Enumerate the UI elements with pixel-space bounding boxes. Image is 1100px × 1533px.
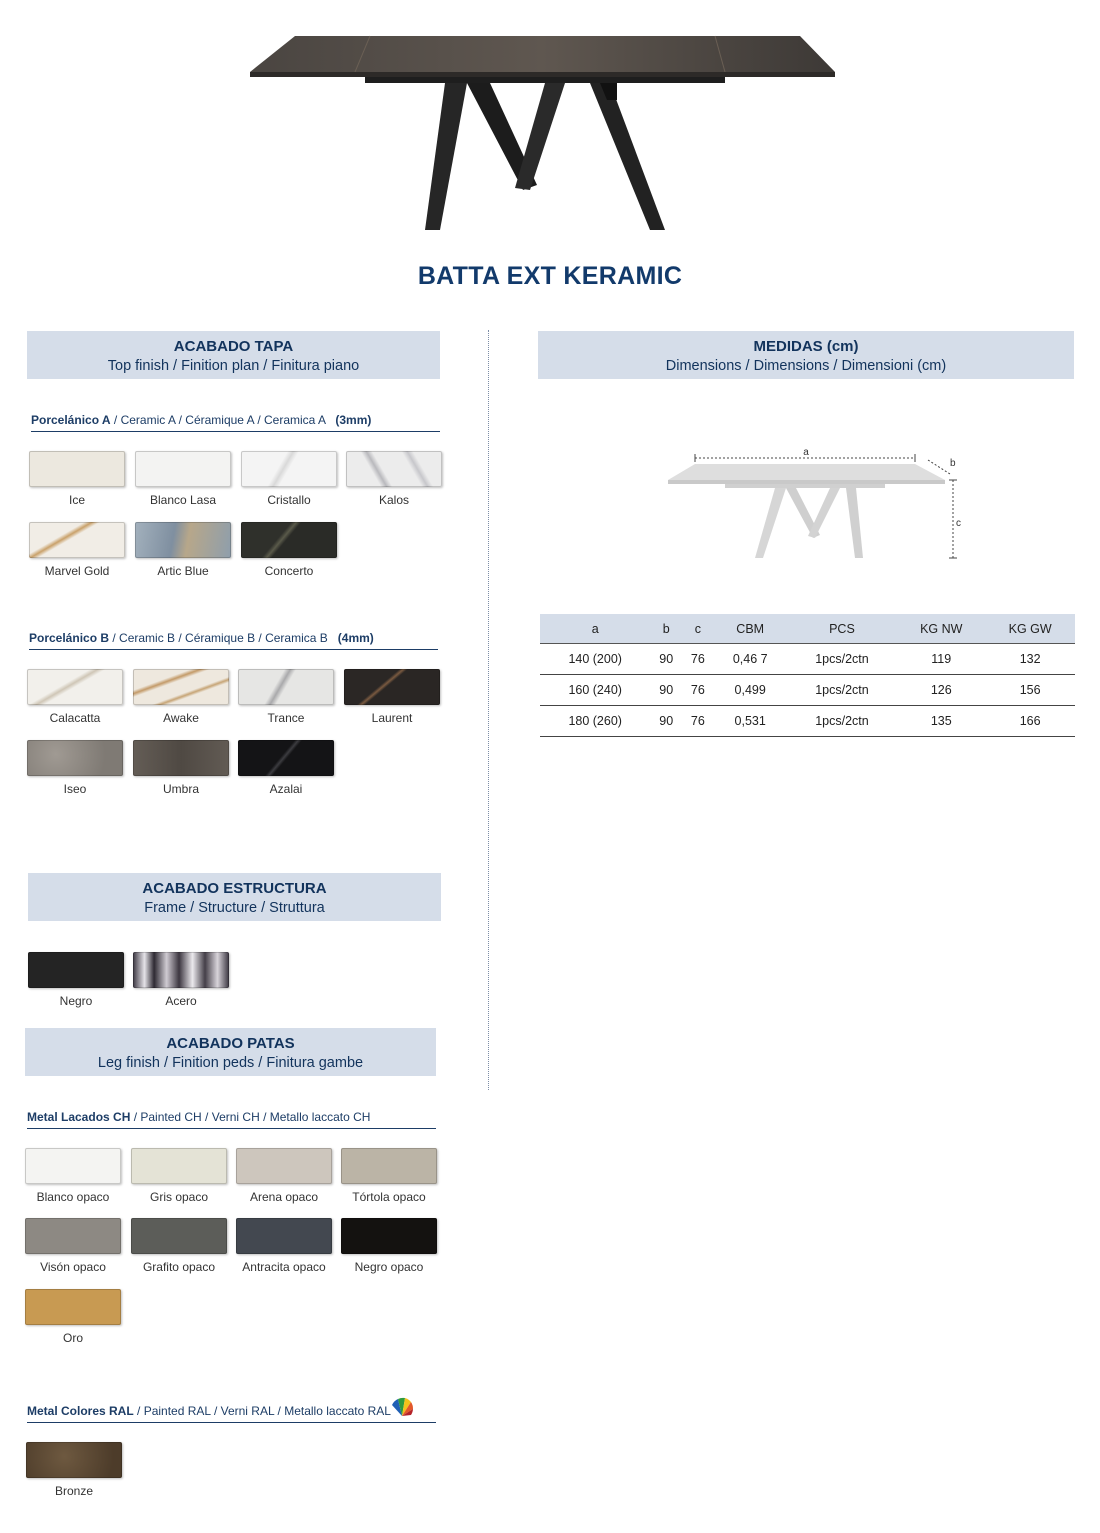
swatch-kalos — [346, 451, 442, 487]
leg-finish-header — [25, 1028, 436, 1076]
dimensions-header — [538, 331, 1074, 379]
table-cell: 90 — [650, 644, 682, 675]
table-header: CBM — [714, 614, 787, 644]
swatch-label: Gris opaco — [149, 1190, 209, 1204]
table-header: PCS — [787, 614, 897, 644]
leg-finish-heading: ACABADO PATAS — [166, 1035, 295, 1052]
table-row — [540, 675, 1075, 706]
swatch-antracita-opaco — [236, 1218, 332, 1254]
swatch-label: Grafito opaco — [142, 1260, 216, 1274]
metal-ch-heading — [27, 1110, 436, 1129]
table-cell: 76 — [682, 706, 714, 737]
table-cell: 0,46 7 — [714, 644, 787, 675]
swatch-label: Trance — [267, 711, 305, 725]
table-cell: 0,531 — [714, 706, 787, 737]
table-cell: 160 (240) — [540, 675, 650, 706]
table-header-row — [540, 614, 1075, 644]
swatch-label: Cristallo — [267, 493, 311, 507]
frame-finish-header — [28, 873, 441, 921]
swatch-acero — [133, 952, 229, 988]
swatch-negro — [28, 952, 124, 988]
table-cell: 1pcs/2ctn — [787, 644, 897, 675]
frame-finish-subheading: Frame / Structure / Struttura — [144, 900, 325, 916]
ceramic-a-heading — [31, 413, 440, 432]
swatch-label: Iseo — [63, 782, 87, 796]
table-cell: 1pcs/2ctn — [787, 706, 897, 737]
column-divider — [488, 330, 489, 1090]
swatch-umbra — [133, 740, 229, 776]
swatch-label: Visón opaco — [40, 1260, 106, 1274]
swatch-awake — [133, 669, 229, 705]
metal-ch-rest: / Painted CH / Verni CH / Metallo laccato CH — [130, 1110, 371, 1124]
swatch-azalai — [238, 740, 334, 776]
ceramic-b-heading — [29, 631, 438, 650]
table-cell: 166 — [985, 706, 1075, 737]
table-cell: 140 (200) — [540, 644, 650, 675]
swatch-label: Marvel Gold — [44, 564, 110, 578]
frame-finish-heading: ACABADO ESTRUCTURA — [142, 880, 327, 897]
swatch-label: Acero — [165, 994, 197, 1008]
ceramic-a-rest: / Ceramic A / Céramique A / Ceramica A — [110, 413, 326, 427]
swatch-label: Bronze — [54, 1484, 94, 1498]
dimension-b-label: b — [950, 458, 956, 469]
top-finish-subheading: Top finish / Finition plan / Finitura piano — [107, 358, 360, 374]
metal-ral-bold: Metal Colores RAL — [27, 1404, 134, 1418]
swatch-tortola-opaco — [341, 1148, 437, 1184]
table-header: KG GW — [985, 614, 1075, 644]
swatch-label: Negro opaco — [354, 1260, 424, 1274]
table-cell: 76 — [682, 675, 714, 706]
ceramic-b-rest: / Ceramic B / Céramique B / Ceramica B — [109, 631, 328, 645]
swatch-label: Blanco opaco — [36, 1190, 110, 1204]
top-finish-header — [27, 331, 440, 379]
dimensions-subheading: Dimensions / Dimensions / Dimensioni (cm) — [665, 358, 947, 374]
swatch-label: Ice — [68, 493, 85, 507]
table-cell: 76 — [682, 644, 714, 675]
dimension-c-label: c — [956, 518, 961, 529]
table-cell: 156 — [985, 675, 1075, 706]
swatch-label: Oro — [62, 1331, 83, 1345]
table-row — [540, 706, 1075, 737]
swatch-arena-opaco — [236, 1148, 332, 1184]
product-image — [245, 20, 845, 240]
dimension-a-label: a — [803, 447, 809, 458]
metal-ch-bold: Metal Lacados CH — [27, 1110, 131, 1124]
table-cell: 135 — [897, 706, 985, 737]
table-cell: 90 — [650, 706, 682, 737]
swatch-bronze — [26, 1442, 122, 1478]
dimensions-heading: MEDIDAS (cm) — [753, 338, 859, 355]
swatch-laurent — [344, 669, 440, 705]
swatch-label: Umbra — [162, 782, 199, 796]
leg-finish-subheading: Leg finish / Finition peds / Finitura gambe — [97, 1055, 364, 1071]
swatch-blanco-opaco — [25, 1148, 121, 1184]
swatch-label: Arena opaco — [249, 1190, 319, 1204]
table-header: b — [650, 614, 682, 644]
table-cell: 126 — [897, 675, 985, 706]
swatch-artic-blue — [135, 522, 231, 558]
swatch-label: Concerto — [264, 564, 314, 578]
ceramic-b-thickness: (4mm) — [337, 631, 374, 645]
swatch-label: Kalos — [378, 493, 410, 507]
swatch-label: Awake — [163, 711, 199, 725]
swatch-ice — [29, 451, 125, 487]
table-cell: 132 — [985, 644, 1075, 675]
swatch-concerto — [241, 522, 337, 558]
table-cell: 119 — [897, 644, 985, 675]
table-cell: 0,499 — [714, 675, 787, 706]
table-header: KG NW — [897, 614, 985, 644]
swatch-oro — [25, 1289, 121, 1325]
swatch-cristallo — [241, 451, 337, 487]
dimensions-table — [540, 614, 1075, 737]
swatch-marvel-gold — [29, 522, 125, 558]
swatch-label: Antracita opaco — [242, 1260, 326, 1274]
product-title: BATTA EXT KERAMIC — [417, 262, 683, 290]
swatch-label: Calacatta — [49, 711, 101, 725]
swatch-trance — [238, 669, 334, 705]
ceramic-b-bold: Porcelánico B — [29, 631, 110, 645]
table-cell: 90 — [650, 675, 682, 706]
swatch-vison-opaco — [25, 1218, 121, 1254]
table-cell: 1pcs/2ctn — [787, 675, 897, 706]
top-finish-heading: ACABADO TAPA — [173, 338, 294, 355]
table-row — [540, 644, 1075, 675]
table-header: c — [682, 614, 714, 644]
table-header: a — [540, 614, 650, 644]
swatch-calacatta — [27, 669, 123, 705]
swatch-label: Tórtola opaco — [352, 1190, 426, 1204]
swatch-blanco-lasa — [135, 451, 231, 487]
swatch-label: Blanco Lasa — [149, 493, 217, 507]
metal-ral-heading — [27, 1404, 436, 1423]
table-cell: 180 (260) — [540, 706, 650, 737]
swatch-grafito-opaco — [131, 1218, 227, 1254]
swatch-gris-opaco — [131, 1148, 227, 1184]
swatch-label: Laurent — [371, 711, 413, 725]
swatch-label: Artic Blue — [157, 564, 209, 578]
ceramic-a-bold: Porcelánico A — [31, 413, 111, 427]
ceramic-a-thickness: (3mm) — [335, 413, 372, 427]
swatch-label: Negro — [59, 994, 93, 1008]
ral-color-fan-icon — [390, 1396, 414, 1420]
swatch-label: Azalai — [269, 782, 303, 796]
dimension-diagram — [660, 440, 980, 565]
swatch-negro-opaco — [341, 1218, 437, 1254]
swatch-iseo — [27, 740, 123, 776]
metal-ral-rest: / Painted RAL / Verni RAL / Metallo laccato RAL — [133, 1404, 391, 1418]
